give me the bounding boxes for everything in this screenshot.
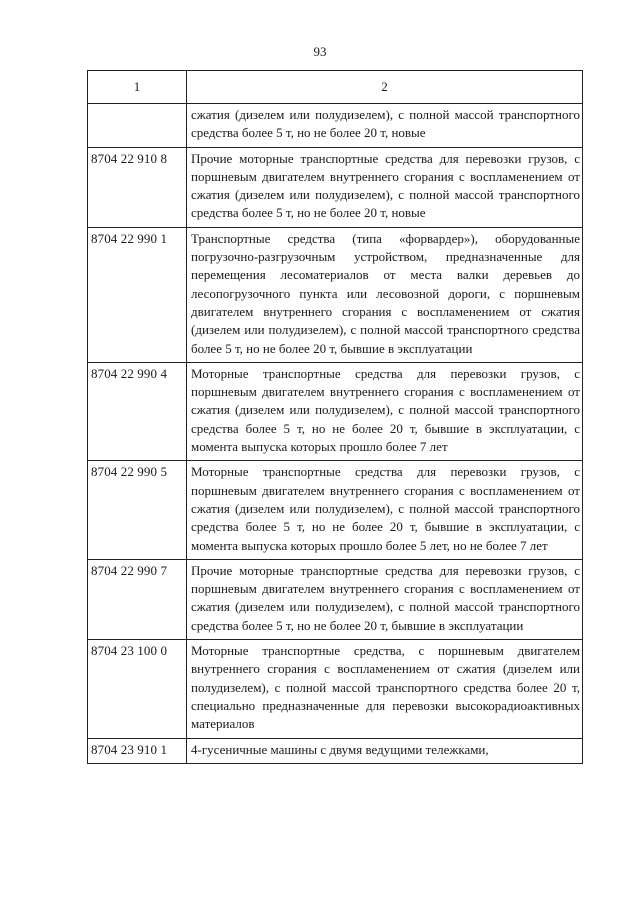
- row-description: Прочие моторные транспортные средства для перевозки грузов, с поршневым двигателем внутреннего сгорания с воспламенением от сжатия (дизелем или полудизелем), с полной массой транспортного средства более 5 т, но не более 20 т, бывшие в эксплуатации: [187, 559, 583, 639]
- table-row: [88, 104, 583, 148]
- row-code: [88, 104, 187, 148]
- row-description: сжатия (дизелем или полудизелем), с полной массой транспортного средства более 5 т, но не более 20 т, новые: [187, 104, 583, 148]
- row-description: Транспортные средства (типа «форвардер»), оборудованные погрузочно-разгрузочным устройством, предназначенные для перемещения лесоматериалов от места валки деревьев до лесопогрузочного пункта или лесовозной дороги, с поршневым двигателем внутреннего сгорания с воспламенением от сжатия (дизелем или полудизелем), с полной массой транспортного средства более 5 т, но не более 20 т, бывшие в эксплуатации: [187, 227, 583, 362]
- page-number: 93: [313, 44, 327, 59]
- row-code: 8704 22 990 5: [88, 461, 187, 559]
- table-row: [88, 640, 583, 738]
- row-description: Моторные транспортные средства, с поршневым двигателем внутреннего сгорания с воспламенением от сжатия (дизелем или полудизелем), с полной массой транспортного средства более 20 т, специально предназначенные для перевозки высокорадиоактивных материалов: [187, 640, 583, 738]
- row-code: 8704 23 100 0: [88, 640, 187, 738]
- row-code: 8704 23 910 1: [88, 738, 187, 763]
- table-row: [88, 147, 583, 227]
- row-code: 8704 22 990 1: [88, 227, 187, 362]
- table-header-row: [88, 71, 583, 104]
- column-header-code: 1: [88, 71, 187, 104]
- row-code: 8704 22 990 4: [88, 362, 187, 460]
- table-row: [88, 362, 583, 460]
- column-header-description: 2: [187, 71, 583, 104]
- tariff-code-table: [87, 70, 583, 764]
- row-description: Моторные транспортные средства для перевозки грузов, с поршневым двигателем внутреннего сгорания с воспламенением от сжатия (дизелем или полудизелем), с полной массой транспортного средства более 5 т, но не более 20 т, бывшие в эксплуатации, с момента выпуска которых прошло более 5 лет, но не более 7 лет: [187, 461, 583, 559]
- table-row: [88, 559, 583, 639]
- table-row: [88, 227, 583, 362]
- table-row: [88, 738, 583, 763]
- row-description: Моторные транспортные средства для перевозки грузов, с поршневым двигателем внутреннего сгорания с воспламенением от сжатия (дизелем или полудизелем), с полной массой транспортного средства более 5 т, но не более 20 т, бывшие в эксплуатации, с момента выпуска которых прошло более 7 лет: [187, 362, 583, 460]
- row-description: Прочие моторные транспортные средства для перевозки грузов, с поршневым двигателем внутреннего сгорания с воспламенением от сжатия (дизелем или полудизелем), с полной массой транспортного средства более 5 т, но не более 20 т, новые: [187, 147, 583, 227]
- table-row: [88, 461, 583, 559]
- row-code: 8704 22 990 7: [88, 559, 187, 639]
- row-code: 8704 22 910 8: [88, 147, 187, 227]
- row-description: 4-гусеничные машины с двумя ведущими тележками,: [187, 738, 583, 763]
